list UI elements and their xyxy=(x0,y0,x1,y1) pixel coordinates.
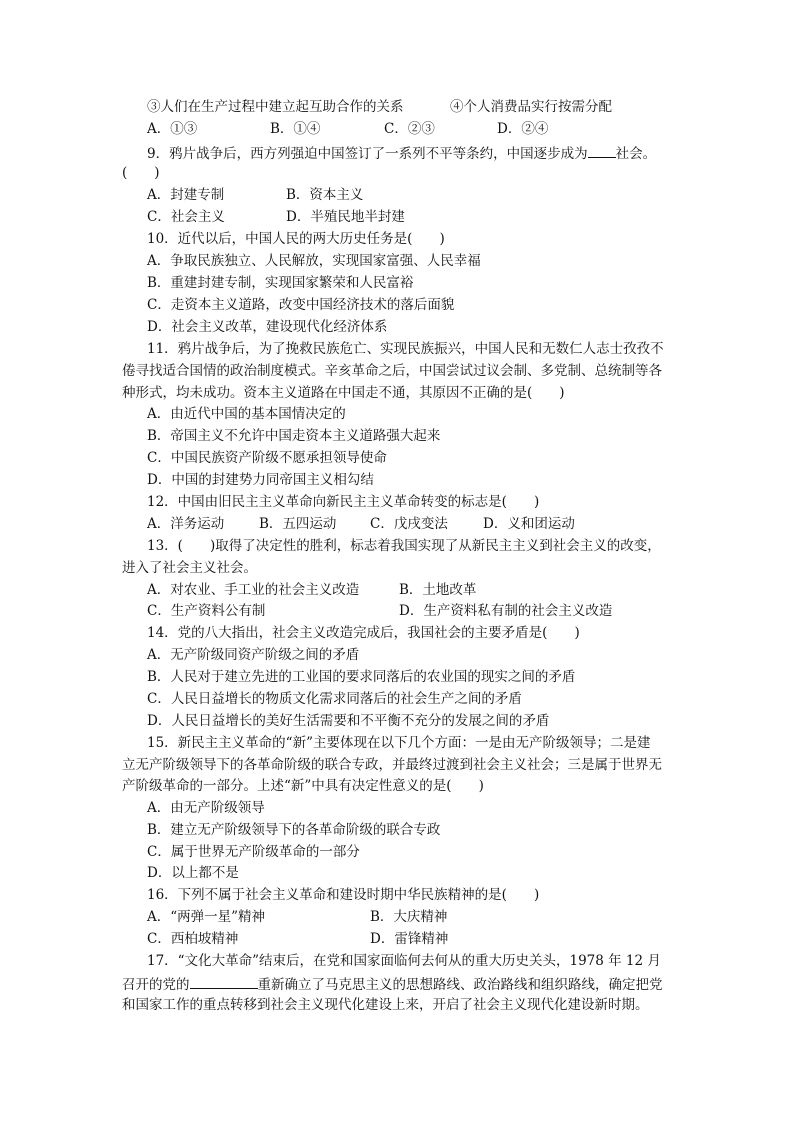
q14-choice-b: B．人民对于建立先进的工业国的要求同落后的农业国的现实之间的矛盾 xyxy=(147,669,576,685)
q9-stem xyxy=(147,142,656,164)
q9-stem-before: 9．鸦片战争后，西方列强迫中国签订了一系列不平等条约，中国逐步成为 xyxy=(147,146,588,162)
q13-choice-a: A．对农业、手工业的社会主义改造 xyxy=(147,582,360,598)
q15-choice-b: B．建立无产阶级领导下的各革命阶级的联合专政 xyxy=(147,822,441,838)
q8-choice-b: B．①④ xyxy=(270,121,321,137)
q8-choice-c: C．②③ xyxy=(384,121,435,137)
q14-choice-c: C．人民日益增长的物质文化需求同落后的社会生产之间的矛盾 xyxy=(147,691,522,707)
q15-choice-a: A．由无产阶级领导 xyxy=(147,800,265,816)
q9-choice-a: A．封建专制 xyxy=(147,187,225,203)
q15-choice-d: D．以上都不是 xyxy=(147,865,239,881)
q11-choice-a: A．由近代中国的基本国情决定的 xyxy=(147,406,346,422)
q10-stem: 10．近代以后，中国人民的两大历史任务是( ) xyxy=(147,231,445,247)
q8-choice-d: D．②④ xyxy=(497,121,549,137)
q10-choice-a: A．争取民族独立、人民解放，实现国家富强、人民幸福 xyxy=(147,253,481,269)
q10-choice-d: D．社会主义改革，建设现代化经济体系 xyxy=(147,319,388,335)
q13-stem-line-2: 进入了社会主义社会。 xyxy=(122,560,257,576)
q11-choice-b: B．帝国主义不允许中国走资本主义道路强大起来 xyxy=(147,428,441,444)
q17-stem-line-2-before: 召开的党的 xyxy=(122,977,190,993)
q11-stem-line-1: 11．鸦片战争后，为了挽救民族危亡、实现民族振兴，中国人民和无数仁人志士孜孜不 xyxy=(147,341,664,357)
q12-choice-c: C．戊戌变法 xyxy=(370,516,448,532)
q16-choice-b: B．大庆精神 xyxy=(370,909,448,925)
q10-choice-c: C．走资本主义道路，改变中国经济技术的落后面貌 xyxy=(147,297,455,313)
q14-stem: 14．党的八大指出，社会主义改造完成后，我国社会的主要矛盾是( ) xyxy=(147,625,580,641)
q16-choice-a: A．“两弹一星”精神 xyxy=(147,909,266,925)
q9-answer-paren: ( ) xyxy=(122,165,160,181)
q16-stem: 16．下列不属于社会主义革命和建设时期中华民族精神的是( ) xyxy=(147,887,540,903)
q9-choice-c: C．社会主义 xyxy=(147,209,225,225)
q11-choice-c: C．中国民族资产阶级不愿承担领导使命 xyxy=(147,450,387,466)
q15-choice-c: C．属于世界无产阶级革命的一部分 xyxy=(147,844,360,860)
q17-stem-line-2 xyxy=(122,973,663,995)
q17-stem-line-2-after: 重新确立了马克思主义的思想路线、政治路线和组织路线，确定把党 xyxy=(257,977,663,993)
q15-stem-line-3: 产阶级革命的一部分。上述“新”中具有决定性意义的是( ) xyxy=(122,778,484,794)
q8-option-4: ④个人消费品实行按需分配 xyxy=(450,99,612,115)
q11-choice-d: D．中国的封建势力同帝国主义相勾结 xyxy=(147,472,374,488)
q11-stem-line-3: 种形式，均未成功。资本主义道路在中国走不通，其原因不正确的是( ) xyxy=(122,385,565,401)
q8-option-3: ③人们在生产过程中建立起互助合作的关系 xyxy=(147,99,404,115)
q17-stem-line-3: 和国家工作的重点转移到社会主义现代化建设上来，开启了社会主义现代化建设新时期。 xyxy=(122,997,649,1013)
q9-stem-after: 社会。 xyxy=(615,146,657,162)
q14-choice-d: D．人民日益增长的美好生活需要和不平衡不充分的发展之间的矛盾 xyxy=(147,713,550,729)
q12-choice-a: A．洋务运动 xyxy=(147,516,225,532)
q11-stem-line-2: 倦寻找适合国情的政治制度模式。辛亥革命之后，中国尝试过议会制、多党制、总统制等各 xyxy=(122,363,662,379)
q9-choice-b: B．资本主义 xyxy=(286,187,364,203)
q15-stem-line-1: 15．新民主主义革命的“新”主要体现在以下几个方面：一是由无产阶级领导；二是建 xyxy=(147,735,651,751)
q15-stem-line-2: 立无产阶级领导下的各革命阶级的联合专政，并最终过渡到社会主义社会；三是属于世界无 xyxy=(122,757,662,773)
q13-stem-line-1: 13．( )取得了决定性的胜利，标志着我国实现了从新民主主义到社会主义的改变， xyxy=(147,538,661,554)
q12-stem: 12．中国由旧民主主义革命向新民主主义革命转变的标志是( ) xyxy=(147,494,540,510)
q9-choice-d: D．半殖民地半封建 xyxy=(286,209,405,225)
q17-answer-blank xyxy=(190,973,258,989)
q13-choice-b: B．土地改革 xyxy=(399,582,477,598)
q12-choice-b: B．五四运动 xyxy=(259,516,337,532)
q12-choice-d: D．义和团运动 xyxy=(483,516,575,532)
q14-choice-a: A．无产阶级同资产阶级之间的矛盾 xyxy=(147,647,360,663)
q13-choice-c: C．生产资料公有制 xyxy=(147,603,266,619)
q16-choice-d: D．雷锋精神 xyxy=(370,931,449,947)
q10-choice-b: B．重建封建专制，实现国家繁荣和人民富裕 xyxy=(147,275,414,291)
q16-choice-c: C．西柏坡精神 xyxy=(147,931,239,947)
q8-choice-a: A．①③ xyxy=(147,121,198,137)
q9-answer-blank xyxy=(588,142,616,158)
q17-stem-line-1: 17．“文化大革命”结束后，在党和国家面临何去何从的重大历史关头，1978 年 12 月 xyxy=(147,953,661,969)
q13-choice-d: D．生产资料私有制的社会主义改造 xyxy=(399,603,613,619)
